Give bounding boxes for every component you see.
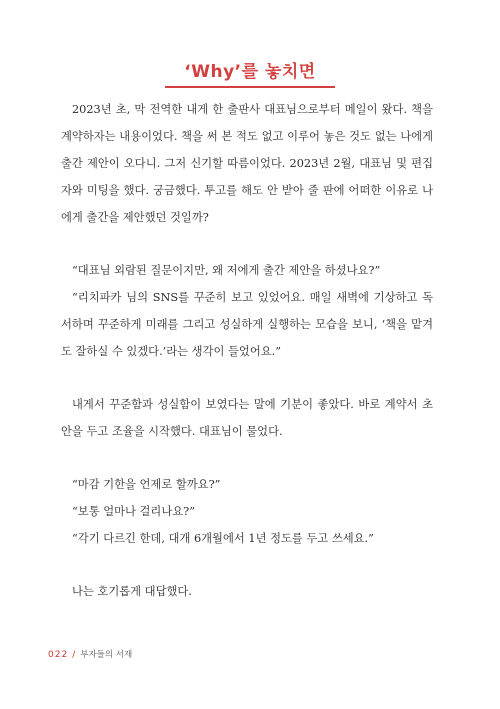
paragraph-intro: 2023년 초, 막 전역한 내게 한 출판사 대표님으로부터 메일이 왔다. 책을 계약하자는 내용이었다. 책을 써 본 적도 없고 이루어 놓은 것도 없는 나에게 출간 제안이 오다니. 그저 신기할 따름이었다. 2023년 2월, 대표님 및 편집자와 미팅을 했다. 궁금했다. 투고를 해도 안 받아 줄 판에 어떠한 이유로 나에게 출간을 제안했던 것일까? bbox=[61, 103, 433, 224]
page-number: 022 bbox=[48, 650, 69, 660]
body-text bbox=[61, 96, 433, 605]
section-heading: ‘Why’를 놓치면 bbox=[184, 62, 316, 82]
dialogue-line: “보통 얼마나 걸리나요?” bbox=[72, 505, 196, 518]
paragraph-narration: 내게서 꾸준함과 성실함이 보였다는 말에 기분이 좋았다. 바로 계약서 초안을 두고 조율을 시작했다. 대표님이 물었다. bbox=[61, 398, 433, 438]
heading-underline bbox=[165, 86, 335, 88]
paragraph-gap bbox=[61, 231, 433, 257]
book-title: 부자들의 서재 bbox=[80, 650, 133, 660]
dialogue-line: “리치파카 님의 SNS를 꾸준히 보고 있었어요. 매일 새벽에 기상하고 독서하며 꾸준하게 미래를 그리고 성실하게 실행하는 모습을 보니, ‘책을 맡겨도 잘하실 수 있겠다.’라는 생각이 들었어요.” bbox=[61, 291, 433, 358]
paragraph-gap bbox=[61, 445, 433, 471]
paragraph-gap bbox=[61, 365, 433, 391]
dialogue-line: “각기 다르긴 한데, 대개 6개월에서 1년 정도를 두고 쓰세요.” bbox=[72, 532, 374, 545]
paragraph-gap bbox=[61, 552, 433, 578]
page-footer bbox=[48, 648, 132, 660]
paragraph-narration: 나는 호기롭게 대답했다. bbox=[72, 585, 192, 598]
footer-separator: / bbox=[72, 650, 76, 660]
dialogue-line: “마감 기한을 언제로 할까요?” bbox=[72, 478, 221, 491]
dialogue-line: “대표님 외람된 질문이지만, 왜 저에게 출간 제안을 하셨나요?” bbox=[72, 264, 381, 277]
